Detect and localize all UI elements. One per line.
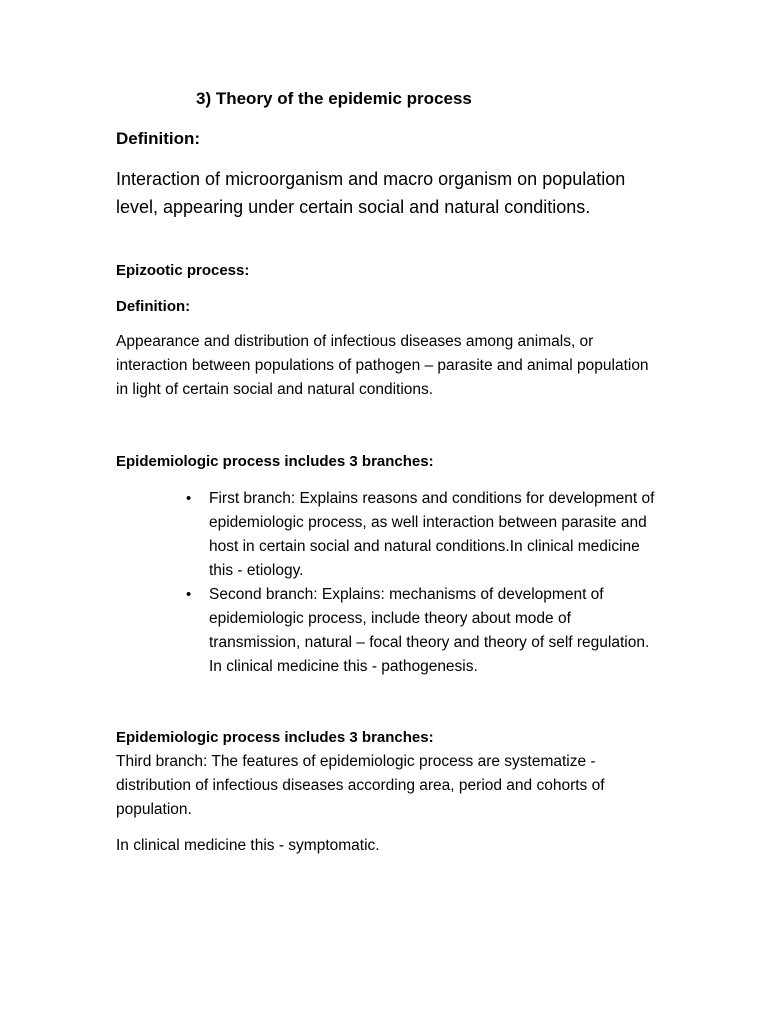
branches-heading-1: Epidemiologic process includes 3 branches: bbox=[116, 453, 434, 470]
bullet-text: Second branch: Explains: mechanisms of development of epidemiologic process, include theory about mode of transmission, natural – focal theory and theory of self regulation. In clinical medicine this - pathogenesis. bbox=[209, 586, 650, 675]
bullet-marker: • bbox=[186, 586, 192, 603]
definition-heading: Definition: bbox=[116, 129, 201, 148]
epizootic-definition-text: Appearance and distribution of infectious diseases among animals, or interaction between populations of pathogen – parasite and animal population in light of certain social and natural conditions. bbox=[116, 333, 649, 398]
bullet-item-first-branch bbox=[186, 487, 656, 583]
epizootic-definition-heading: Definition: bbox=[116, 298, 191, 315]
definition-text: Interaction of microorganism and macro organism on population level, appearing under certain social and natural conditions. bbox=[116, 169, 626, 217]
closing-text: In clinical medicine this - symptomatic. bbox=[116, 837, 380, 854]
bullet-marker: • bbox=[186, 490, 192, 507]
branches-bullet-list bbox=[186, 487, 656, 679]
bullet-text: First branch: Explains reasons and conditions for development of epidemiologic process, as well interaction between parasite and host in certain social and natural conditions.In clinical medicine this - etiology. bbox=[209, 490, 655, 579]
third-branch-text: Third branch: The features of epidemiologic process are systematize - distribution of infectious diseases according area, period and cohorts of population. bbox=[116, 753, 605, 818]
bullet-item-second-branch bbox=[186, 583, 656, 679]
branches-heading-2: Epidemiologic process includes 3 branches: bbox=[116, 729, 434, 746]
epizootic-heading: Epizootic process: bbox=[116, 262, 250, 279]
document-title: 3) Theory of the epidemic process bbox=[196, 89, 472, 108]
